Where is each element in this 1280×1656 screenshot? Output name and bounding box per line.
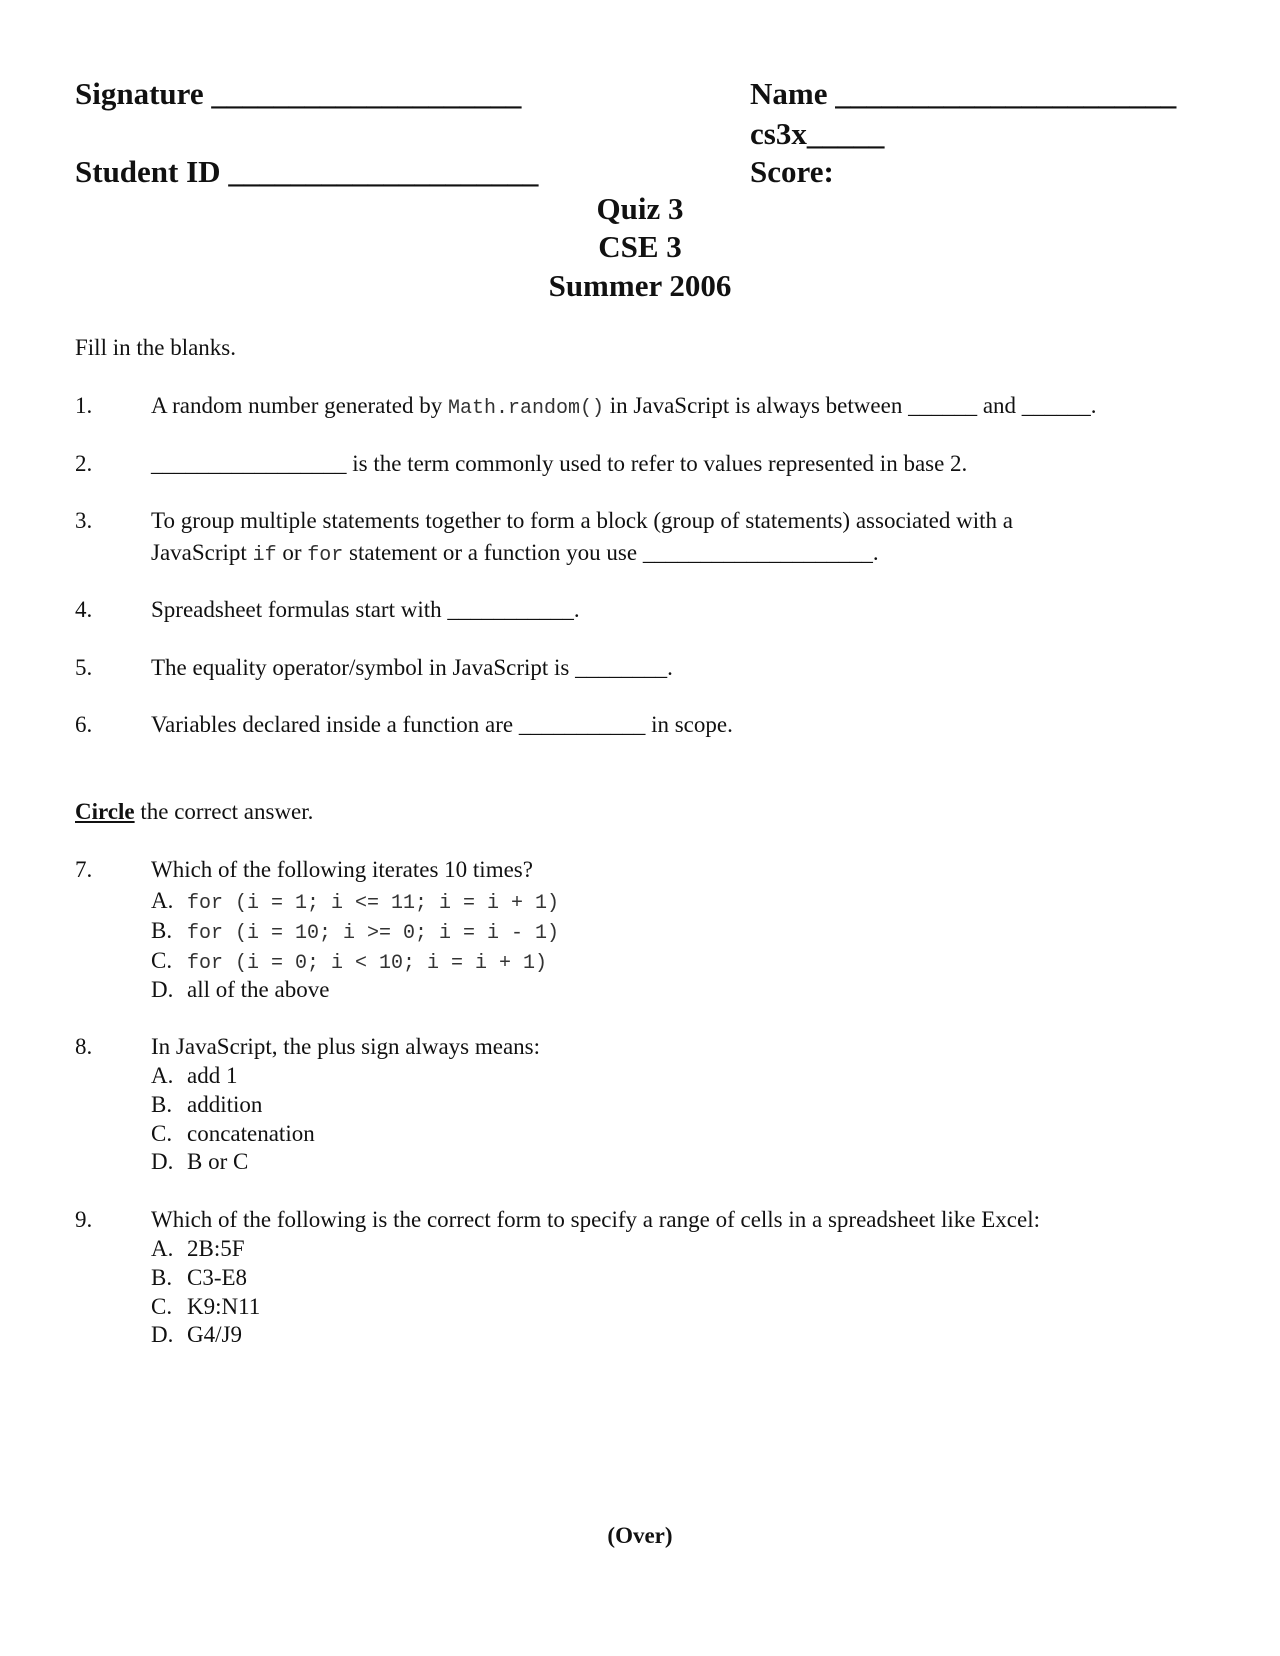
option-text: for (i = 0; i < 10; i = i + 1) xyxy=(187,952,548,975)
option-text: for (i = 1; i <= 11; i = i + 1) xyxy=(187,892,560,915)
answer-option xyxy=(151,948,547,975)
option-text: all of the above xyxy=(187,977,330,1002)
score-label: Score: xyxy=(750,154,834,189)
question-3-mid: or xyxy=(276,540,308,565)
question-3-line-2-post: statement or a function you use ____________________. xyxy=(343,540,879,565)
option-letter: C. xyxy=(151,948,173,973)
question-3-line-2 xyxy=(151,540,879,567)
answer-option xyxy=(151,1149,248,1175)
answer-option xyxy=(151,1063,237,1089)
course-title: CSE 3 xyxy=(598,229,682,264)
fill-in-instruction: Fill in the blanks. xyxy=(75,335,236,360)
question-number: 1. xyxy=(75,393,93,418)
question-number: 4. xyxy=(75,597,93,622)
over-label: (Over) xyxy=(607,1523,673,1548)
question-2: _________________ is the term commonly used to refer to values represented in base 2. xyxy=(151,451,968,476)
option-letter: C. xyxy=(151,1121,173,1146)
answer-option xyxy=(151,1322,242,1348)
option-text: G4/J9 xyxy=(187,1322,242,1347)
option-letter: A. xyxy=(151,1063,174,1088)
question-number: 2. xyxy=(75,451,93,476)
name-line: Name ______________________ xyxy=(750,76,1177,111)
answer-option xyxy=(151,1121,315,1147)
question-1-pre: A random number generated by xyxy=(151,393,448,418)
option-letter: D. xyxy=(151,1149,174,1174)
code-for: for xyxy=(307,544,344,567)
option-letter: A. xyxy=(151,888,174,913)
circle-word: Circle xyxy=(75,799,135,824)
question-1-post: in JavaScript is always between ______ and ______. xyxy=(604,393,1097,418)
circle-instruction-rest: the correct answer. xyxy=(134,799,314,824)
answer-option xyxy=(151,977,329,1003)
question-3-line-2-pre: JavaScript xyxy=(151,540,253,565)
option-text: C3-E8 xyxy=(187,1265,248,1290)
option-text: for (i = 10; i >= 0; i = i - 1) xyxy=(187,922,560,945)
answer-option xyxy=(151,1236,245,1262)
question-8: In JavaScript, the plus sign always means: xyxy=(151,1034,541,1059)
question-9: Which of the following is the correct form to specify a range of cells in a spreadsheet like Excel: xyxy=(151,1207,1041,1232)
option-text: concatenation xyxy=(187,1121,315,1146)
option-letter: D. xyxy=(151,1322,174,1347)
question-6: Variables declared inside a function are ___________ in scope. xyxy=(151,712,733,737)
option-text: K9:N11 xyxy=(187,1294,261,1319)
answer-option xyxy=(151,1294,260,1320)
option-text: add 1 xyxy=(187,1063,238,1088)
option-text: addition xyxy=(187,1092,263,1117)
question-4: Spreadsheet formulas start with ___________. xyxy=(151,597,580,622)
question-5: The equality operator/symbol in JavaScript is ________. xyxy=(151,655,673,680)
question-number: 3. xyxy=(75,508,93,533)
question-3-line-1: To group multiple statements together to form a block (group of statements) associated with a xyxy=(151,508,1013,533)
term-title: Summer 2006 xyxy=(548,268,732,303)
option-letter: C. xyxy=(151,1294,173,1319)
option-letter: B. xyxy=(151,1265,173,1290)
answer-option xyxy=(151,918,559,945)
section-line: cs3x_____ xyxy=(750,116,885,151)
answer-option xyxy=(151,1265,247,1291)
option-letter: B. xyxy=(151,1092,173,1117)
code-math-random: Math.random() xyxy=(448,397,605,420)
option-letter: B. xyxy=(151,918,173,943)
signature-line: Signature ____________________ xyxy=(75,76,522,111)
answer-option xyxy=(151,1092,262,1118)
question-7: Which of the following iterates 10 times? xyxy=(151,857,533,882)
answer-option xyxy=(151,888,559,915)
question-1 xyxy=(151,393,1097,420)
question-number: 9. xyxy=(75,1207,93,1232)
circle-instruction xyxy=(75,799,313,825)
question-number: 5. xyxy=(75,655,93,680)
student-id-line: Student ID ____________________ xyxy=(75,154,539,189)
code-if: if xyxy=(252,544,277,567)
question-number: 7. xyxy=(75,857,93,882)
option-letter: D. xyxy=(151,977,174,1002)
quiz-title: Quiz 3 xyxy=(596,191,684,226)
option-text: B or C xyxy=(187,1149,249,1174)
question-number: 8. xyxy=(75,1034,93,1059)
question-number: 6. xyxy=(75,712,93,737)
option-text: 2B:5F xyxy=(187,1236,245,1261)
option-letter: A. xyxy=(151,1236,174,1261)
